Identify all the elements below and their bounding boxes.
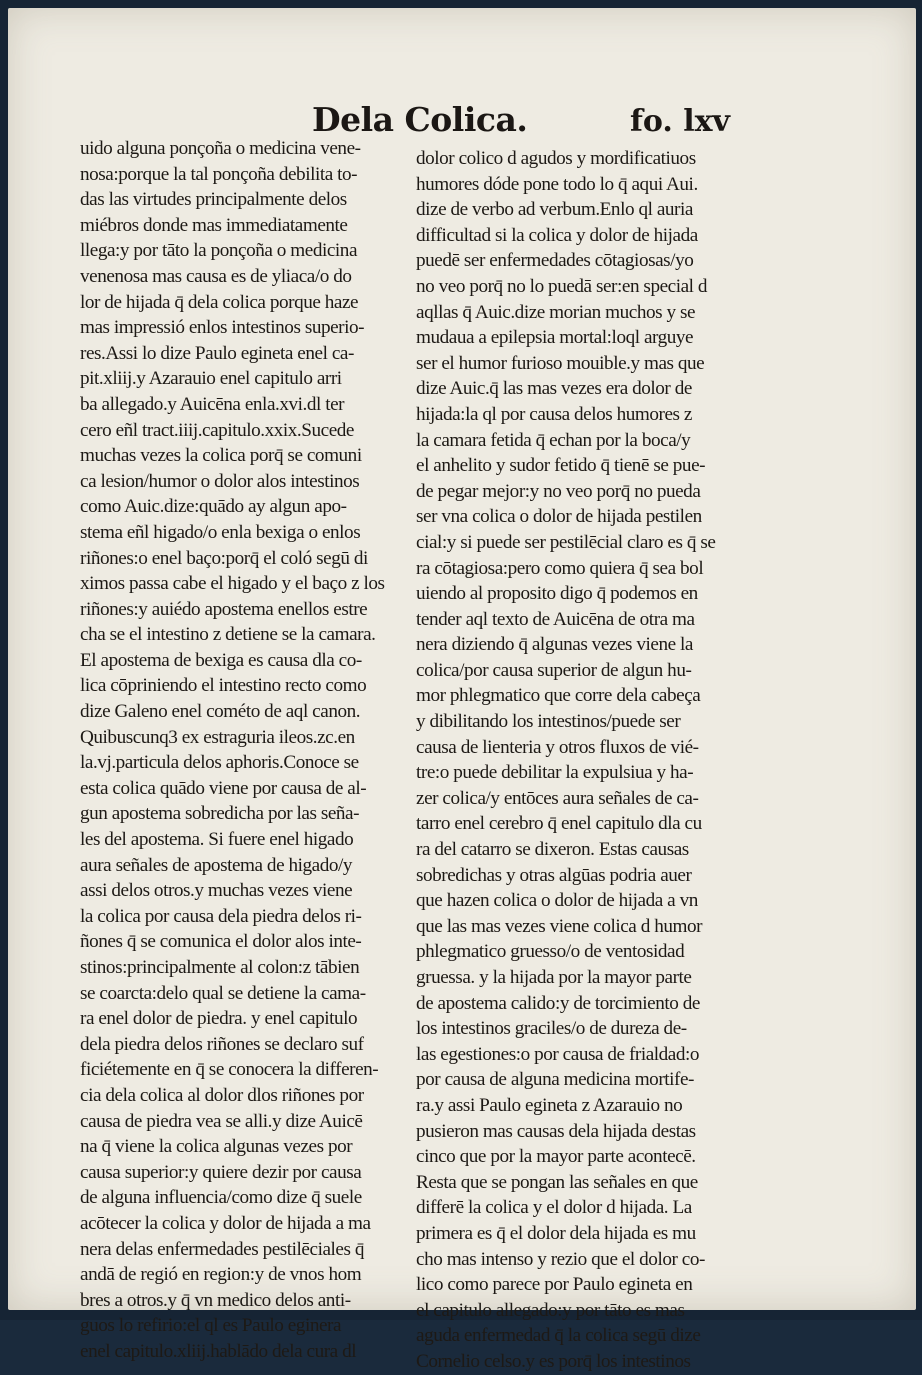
text-line: muchas vezes la colica porq̄ se comuni [80,445,362,467]
text-line: gruessa. y la hijada por la mayor parte [416,967,692,988]
text-line: las egestiones:o por causa de frialdad:o [416,1043,700,1065]
text-line: acōtecer la colica y dolor de hijada a ma [80,1212,371,1234]
text-line: assi delos otros.y muchas vezes viene [80,880,353,902]
text-line: y dibilitando los intestinos/puede ser [416,711,681,733]
text-line: ficiétemente en q̄ se conocera la differen- [80,1059,379,1081]
text-line: de alguna influencia/como dize q̄ suele [80,1187,362,1209]
text-line: como Auic.dize:quādo ay algun apo- [80,496,347,518]
text-line: differē la colica y el dolor d hijada. La [416,1197,692,1219]
text-line: el capitulo allegado:y por tāto es mas [416,1299,685,1321]
text-line: pusieron mas causas dela hijada destas [416,1120,696,1142]
text-line: dela piedra delos riñones se declaro suf [80,1033,364,1055]
text-line: la.vj.particula delos aphoris.Conoce se [80,752,359,774]
text-line: ca lesion/humor o dolor alos intestinos [80,470,360,492]
text-line: ser el humor furioso mouible.y mas que [416,352,705,374]
text-line: causa de lienteria y otros fluxos de vié- [416,736,699,758]
text-line: gun apostema sobredicha por las seña- [80,803,360,825]
folio-number: fo. lxv [630,104,730,139]
text-line: ra del catarro se dixeron. Estas causas [416,839,689,861]
text-line: aura señales de apostema de higado/y [80,854,353,876]
page-header [0,100,922,140]
text-line: se coarcta:delo qual se detiene la cama- [80,982,366,1004]
text-line: zer colica/y entōces aura señales de ca- [416,787,699,809]
text-line: nera delas enfermedades pestilēciales q̄ [80,1238,364,1260]
text-line: primera es q̄ el dolor dela hijada es mu [416,1222,696,1244]
text-line: causa superior:y quiere dezir por causa [80,1161,362,1183]
text-line: lico como parece por Paulo egineta en [416,1274,693,1296]
text-line: mudaua a epilepsia mortal:loql arguye [416,327,694,349]
text-line: por causa de alguna medicina mortife- [416,1069,694,1091]
text-line: lor de hijada q̄ dela colica porque haze [80,291,359,313]
text-line: andā de regió en region:y de vnos hom [80,1264,362,1286]
text-line: los intestinos graciles/o de dureza de- [416,1018,687,1040]
text-line: no veo porq̄ no lo puedā ser:en special d [416,275,708,297]
text-line: tarro enel cerebro q̄ enel capitulo dla cu [416,813,702,835]
text-line: das las virtudes principalmente delos [80,189,347,211]
text-line: res.Assi lo dize Paulo egineta enel ca- [80,342,354,364]
text-line: puedē ser enfermedades cōtagiosas/yo [416,250,694,272]
text-line: na q̄ viene la colica algunas vezes por [80,1136,353,1158]
text-line: Quibuscunq3 ex estraguria ileos.zc.en [80,726,355,748]
text-line: miébros donde mas immediatamente [80,214,348,236]
text-line: ser vna colica o dolor de hijada pestilen [416,506,702,528]
left-text-column [80,136,398,1365]
text-line: que hazen colica o dolor de hijada a vn [416,890,698,912]
text-line: ba allegado.y Auicēna enla.xvi.dl ter [80,393,345,415]
text-line: cho mas intenso y rezio que el dolor co- [416,1248,705,1270]
text-line: dize de verbo ad verbum.Enlo ql auria [416,199,693,221]
text-line: ximos passa cabe el higado y el baço z los [80,573,385,595]
text-line: lica cōpriniendo el intestino recto como [80,675,367,697]
text-line: mor phlegmatico que corre dela cabeça [416,685,701,707]
text-line: causa de piedra vea se alli.y dize Auicē [80,1110,363,1132]
text-line: cial:y si puede ser pestilēcial claro es q̄ se [416,531,716,553]
text-line: nera diziendo q̄ algunas vezes viene la [416,634,693,656]
text-line: la camara fetida q̄ echan por la boca/y [416,429,691,451]
text-line: riñones:o enel baço:porq̄ el coló segū di [80,547,368,569]
text-line: dize Galeno enel cométo de aql canon. [80,701,361,723]
text-line: de apostema calido:y de torcimiento de [416,992,700,1014]
text-line: stinos:principalmente al colon:z tābien [80,957,360,978]
text-line: difficultad si la colica y dolor de hijada [416,224,698,246]
text-line: ra cōtagiosa:pero como quiera q̄ sea bol [416,557,704,579]
text-line: sobredichas y otras algūas podria auer [416,864,692,886]
text-line: dolor colico d agudos y mordificatiuos [416,148,696,169]
text-line: cha se el intestino z detiene se la camara. [80,624,376,646]
text-line: tender aql texto de Auicēna de otra ma [416,608,695,630]
text-line: uiendo al proposito digo q̄ podemos en [416,583,698,605]
text-line: nosa:porque la tal ponçoña debilita to- [80,163,358,185]
text-line: guos lo refirio:el ql es Paulo eginera [80,1315,342,1337]
text-line: esta colica quādo viene por causa de al- [80,777,367,799]
text-line: uido alguna ponçoña o medicina vene- [80,138,361,159]
text-line: ra.y assi Paulo egineta z Azarauio no [416,1094,683,1116]
text-line: riñones:y auiédo apostema enellos estre [80,598,368,620]
text-line: de pegar mejor:y no veo porq̄ no pueda [416,480,701,502]
text-line: dize Auic.q̄ las mas vezes era dolor de [416,378,692,400]
text-line: tre:o puede debilitar la expulsiua y ha- [416,762,694,784]
text-line: pit.xliij.y Azarauio enel capitulo arri [80,368,342,390]
text-line: cero eñl tract.iiij.capitulo.xxix.Sucede [80,419,354,441]
running-title: Dela Colica. [312,100,528,139]
text-line: venenosa mas causa es de yliaca/o do [80,265,352,287]
text-line: cinco que por la mayor parte acontecē. [416,1146,696,1168]
text-line: phlegmatico gruesso/o de ventosidad [416,941,685,963]
text-line: la colica por causa dela piedra delos ri- [80,905,362,927]
text-line: cia dela colica al dolor dlos riñones por [80,1084,364,1106]
text-line: Resta que se pongan las señales en que [416,1171,698,1193]
text-line: colica/por causa superior de algun hu- [416,659,692,681]
text-line: El apostema de bexiga es causa dla co- [80,649,362,671]
text-line: humores dóde pone todo lo q̄ aqui Aui. [416,173,698,195]
text-line: enel capitulo.xliij.hablādo dela cura dl [80,1340,357,1362]
text-line: bres a otros.y q̄ vn medico delos anti- [80,1289,351,1311]
right-text-column [416,146,756,1375]
text-line: ñones q̄ se comunica el dolor alos inte- [80,931,362,953]
text-line: llega:y por tāto la ponçoña o medicina [80,240,358,262]
text-line: stema eñl higado/o enla bexiga o enlos [80,521,361,543]
text-line: ra enel dolor de piedra. y enel capitulo [80,1008,358,1030]
text-line: el anhelito y sudor fetido q̄ tienē se pue- [416,455,706,477]
text-line: mas impressió enlos intestinos superio- [80,317,365,339]
text-line: hijada:la ql por causa delos humores z [416,403,692,425]
text-line: les del apostema. Si fuere enel higado [80,829,354,851]
text-line: Cornelio celso.y es porq̄ los intestinos [416,1350,691,1372]
text-line: aguda enfermedad q̄ la colica segū dize [416,1325,701,1347]
text-line: aqllas q̄ Auic.dize morian muchos y se [416,301,696,323]
text-line: que las mas vezes viene colica d humor [416,915,703,937]
